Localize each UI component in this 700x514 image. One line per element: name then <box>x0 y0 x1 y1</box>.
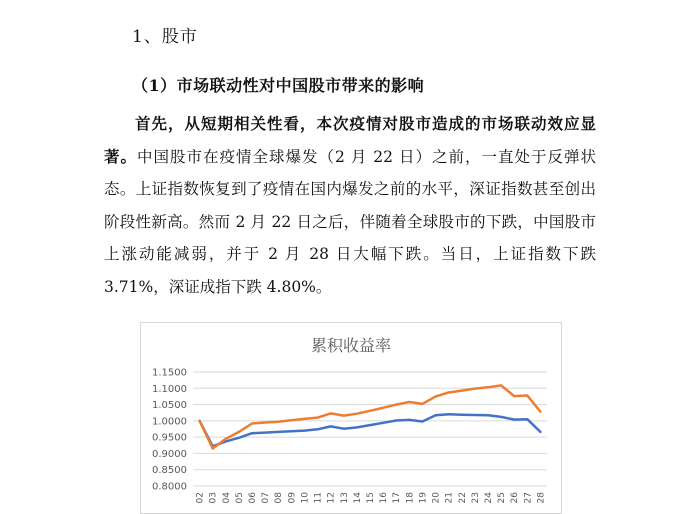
x-tick-label: 28 <box>536 492 547 504</box>
y-tick-label: 1.0500 <box>152 400 187 412</box>
y-tick-label: 1.1500 <box>152 367 187 379</box>
y-tick-label: 1.0000 <box>152 416 187 428</box>
x-tick-label: 22 <box>457 492 468 504</box>
x-tick-label: 04 <box>221 492 232 504</box>
chart-canvas <box>141 323 561 513</box>
x-tick-label: 08 <box>274 492 285 504</box>
x-tick-label: 23 <box>470 492 481 504</box>
x-tick-label: 12 <box>326 492 337 504</box>
x-tick-label: 02 <box>195 492 206 504</box>
y-tick-label: 0.8500 <box>152 465 187 477</box>
series-line-2 <box>200 385 541 448</box>
x-tick-label: 16 <box>379 492 390 504</box>
subsection-heading: （1）市场联动性对中国股市带来的影响 <box>132 76 425 95</box>
x-tick-label: 17 <box>392 492 403 504</box>
x-tick-label: 20 <box>431 492 442 504</box>
paragraph-bold-lead: 首先，从短期相关性看，本次疫情对股市造成的市场联动效应显著。 <box>104 114 596 166</box>
cumulative-return-chart <box>140 322 562 514</box>
x-tick-label: 03 <box>208 492 219 504</box>
x-tick-label: 13 <box>339 492 350 504</box>
x-tick-label: 21 <box>444 492 455 504</box>
x-tick-label: 19 <box>418 492 429 504</box>
x-tick-label: 14 <box>352 492 363 504</box>
y-tick-label: 0.9000 <box>152 448 187 460</box>
y-tick-label: 0.8000 <box>152 481 187 493</box>
series-line-1 <box>200 414 541 446</box>
x-tick-label: 25 <box>497 492 508 504</box>
x-tick-label: 07 <box>261 492 272 504</box>
x-tick-label: 10 <box>300 492 311 504</box>
x-tick-label: 15 <box>366 492 376 504</box>
x-tick-label: 09 <box>287 492 298 504</box>
x-tick-label: 05 <box>234 492 245 504</box>
section-heading: 1、股市 <box>132 27 198 47</box>
x-tick-label: 26 <box>510 492 521 504</box>
y-tick-label: 1.1000 <box>152 383 187 395</box>
y-tick-label: 0.9500 <box>152 432 187 444</box>
body-paragraph <box>104 108 596 303</box>
x-tick-label: 06 <box>248 492 258 504</box>
x-tick-label: 18 <box>405 492 416 504</box>
x-tick-label: 24 <box>484 492 494 504</box>
chart-title: 累积收益率 <box>310 336 392 355</box>
paragraph-body-text: 中国股市在疫情全球爆发（2 月 22 日）之前，一直处于反弹状态。上证指数恢复到了疫情在国内爆发之前的水平，深证指数甚至创出阶段性新高。然而 2 月 22 日之后，伴随着全球股市的下跌，中国股市上涨动能减弱，并于 2 月 28 日大幅下跌。当日，上证指数下跌 3.71%，深证成指下跌 4.80%。 <box>104 147 596 296</box>
x-tick-label: 11 <box>313 492 324 504</box>
x-tick-label: 27 <box>523 492 534 504</box>
